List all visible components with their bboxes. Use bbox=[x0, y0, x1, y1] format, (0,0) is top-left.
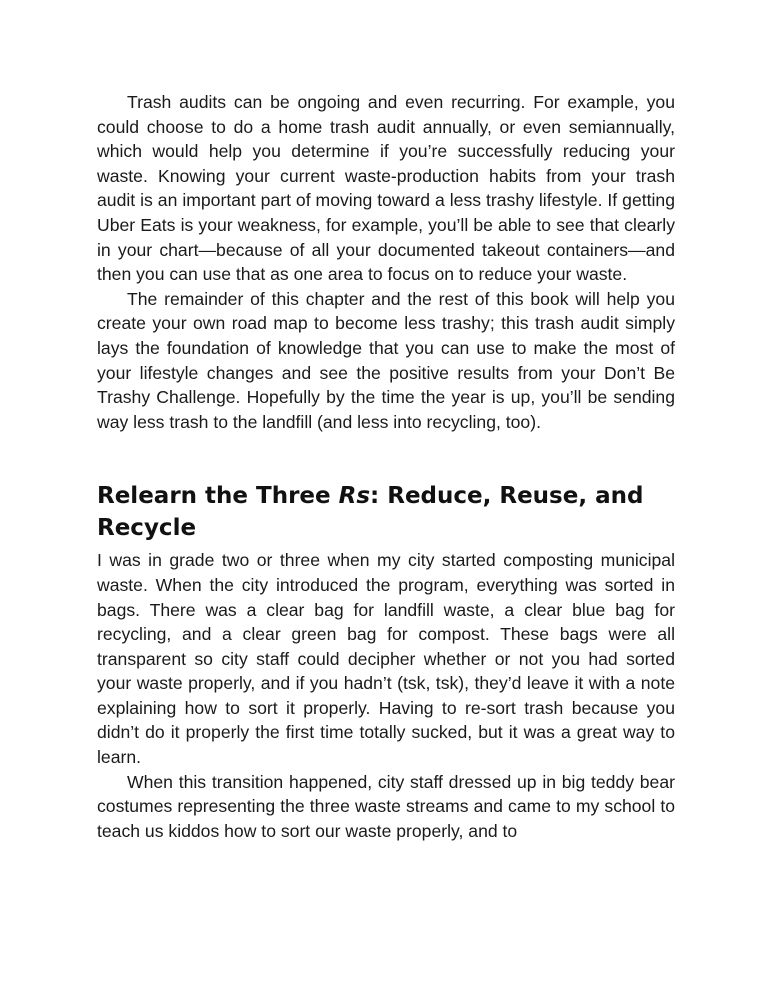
body-paragraph: When this transition happened, city staff dressed up in big teddy bear costumes representing the three waste streams and came to my school to teach us kiddos how to sort our waste properly, and to bbox=[97, 771, 675, 841]
heading-suffix: : Reduce, Reuse, and Recycle bbox=[97, 483, 644, 542]
body-paragraph: Trash audits can be ongoing and even recurring. For example, you could choose to do a home trash audit annually, or even semiannually, which would help you determine if you’re successfully reducing your waste. Knowing your current waste-production habits from your trash audit is an important part of moving toward a less trashy lifestyle. If getting Uber Eats is your weakness, for example, you’ll be able to see that clearly in your chart—because of all your documented takeout containers—and then you can use that as one area to focus on to reduce your waste. bbox=[97, 92, 675, 285]
heading-prefix: Relearn the Three bbox=[97, 483, 339, 510]
heading-italic: Rs bbox=[338, 483, 371, 510]
book-page bbox=[97, 90, 675, 843]
body-paragraph: I was in grade two or three when my city started composting municipal waste. When the city introduced the program, everything was sorted in bags. There was a clear bag for landfill waste, a clear blue bag for recycling, and a clear green bag for compost. These bags were all transparent so city staff could decipher whether or not you had sorted your waste properly, and if you hadn’t (tsk, tsk), they’d leave it with a note explaining how to sort it properly. Having to re-sort trash because you didn’t do it properly the first time totally sucked, but it was a great way to learn. bbox=[97, 550, 675, 768]
body-paragraph: The remainder of this chapter and the rest of this book will help you create your own road map to become less trashy; this trash audit simply lays the foundation of knowledge that you can use to make the most of your lifestyle changes and see the positive results from your Don’t Be Trashy Challenge. Hopefully by the time the year is up, you’ll be sending way less trash to the landfill (and less into recycling, too). bbox=[97, 288, 675, 432]
section-heading bbox=[97, 480, 675, 544]
